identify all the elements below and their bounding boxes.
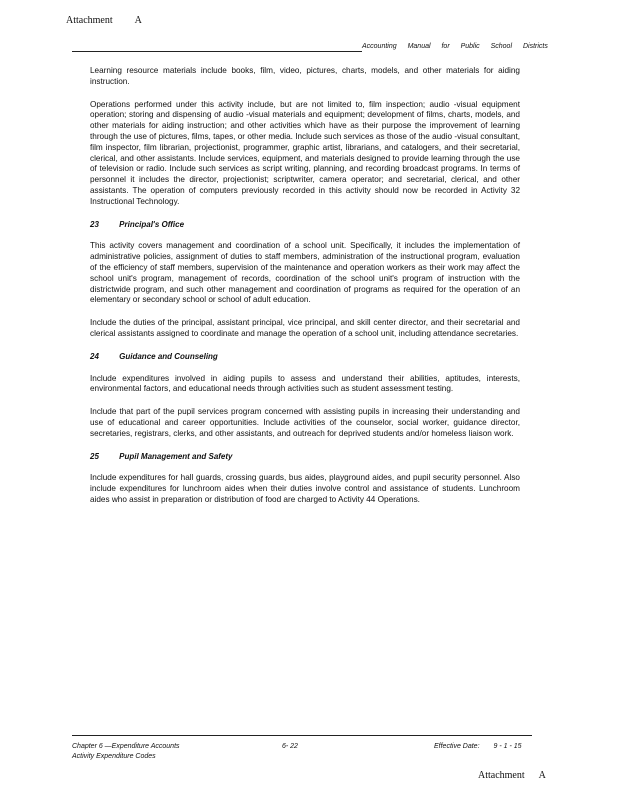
- section-heading-23: [90, 220, 520, 231]
- footer-chapter: [72, 742, 180, 762]
- section-24-paragraph-1: Include expenditures involved in aiding pupils to assess and understand their abilities, aptitudes, interests, environmental factors, and educational needs through activities such as student assessment testing.: [90, 373, 520, 394]
- section-heading-24: [90, 352, 520, 363]
- section-title: Principal's Office: [119, 219, 185, 229]
- footer-chapter-line-2: Activity Expenditure Codes: [72, 753, 156, 760]
- page-body: [90, 66, 520, 518]
- effective-date-label: Effective Date:: [434, 743, 480, 750]
- intro-paragraph-1: Learning resource materials include books, film, video, pictures, charts, models, and other materials for aiding instruction.: [90, 66, 520, 86]
- attachment-word: Attachment: [478, 770, 525, 781]
- intro-paragraph-2: Operations performed under this activity include, but are not limited to, film inspection; audio -visual equipment operation; storing and dispensing of audio -visual materials and equipment; development of films, charts, models, and other materials for aiding instruction; and other activities which have as their purpose the improvement of learning through the use of pictures, films, tapes, or other media. Include such services as those of the audio -visual consultant, film inspector, film librarian, projectionist, programmer, graphic artist, librarians, and catalogers, and their secretarial, clerical, and other assistants. Include services, equipment, and materials designed to provide learning through the use of television or radio. Include such services as script writing, planning, and recording broadcast programs. In terms of personnel it includes the director, projectionist; scriptwriter, camera operator; and secretarial, clerical, and other assistants. The operation of computers previously recorded in this activity should now be recorded in Activity 32 Instructional Technology.: [90, 99, 520, 206]
- header-rule: [72, 51, 362, 52]
- section-25-paragraph-1: Include expenditures for hall guards, crossing guards, bus aides, playground aides, and pupil security personnel. Also include expenditures for lunchroom aides when their duties involve control and assistance of students. Lunchroom aides who assist in preparation or distribution of food are charged to Activity 44 Operations.: [90, 473, 520, 504]
- attachment-letter: A: [538, 770, 546, 781]
- section-number: 23: [90, 219, 99, 229]
- section-number: 25: [90, 451, 99, 461]
- effective-date-value: 9 - 1 - 15: [493, 743, 522, 750]
- section-title: Guidance and Counseling: [119, 351, 218, 361]
- attachment-letter: A: [134, 15, 142, 26]
- attachment-word: Attachment: [66, 15, 113, 26]
- section-24-paragraph-2: Include that part of the pupil services program concerned with assisting pupils in increasing their understanding and use of educational and career opportunities. Include activities of the counselor, social worker, guidance director, secretaries, registrars, clerks, and other assistants, and outreach for deprived students and/or homeless liaison work.: [90, 407, 520, 438]
- section-23-paragraph-2: Include the duties of the principal, assistant principal, vice principal, and skill center director, and their secretarial and clerical assistants assigned to coordinate and manage the operation of a school unit, including attendance secretaries.: [90, 318, 520, 338]
- footer-effective-date: [434, 742, 522, 752]
- footer-rule: [72, 735, 532, 736]
- running-header: Accounting Manual for Public School Districts: [362, 43, 548, 50]
- section-number: 24: [90, 351, 99, 361]
- section-title: Pupil Management and Safety: [119, 451, 233, 461]
- footer-chapter-line-1: Chapter 6 —Expenditure Accounts: [72, 743, 180, 750]
- page-number: 6- 22: [282, 743, 298, 750]
- section-23-paragraph-1: This activity covers management and coordination of a school unit. Specifically, it includes the implementation of administrative policies, assignment of duties to staff members, administration of the instructional program, evaluation of the efficiency of staff members, supervision of the maintenance and operation workers as their work may affect the school unit's program, management of records, coordination of the school unit's program of instruction with the districtwide program, and such other management and coordination of programs as required for the operation of an elementary or secondary school or school of adult education.: [90, 241, 520, 305]
- attachment-label-top: [66, 15, 142, 26]
- section-heading-25: [90, 452, 520, 463]
- attachment-label-bottom: [478, 770, 546, 781]
